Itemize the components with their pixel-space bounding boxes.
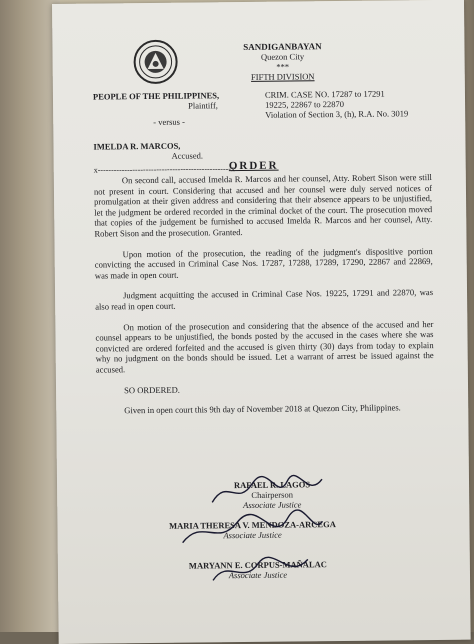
accused-name: IMELDA R. MARCOS, bbox=[93, 140, 181, 152]
signatory-name: RAFAEL R. LAGOS bbox=[233, 479, 311, 491]
order-body bbox=[94, 172, 435, 426]
court-header bbox=[227, 41, 337, 82]
case-number-extra: 19225, 22867 to 22870 bbox=[265, 98, 344, 110]
plaintiff-name: PEOPLE OF THE PHILIPPINES, bbox=[92, 90, 220, 102]
court-stars: *** bbox=[276, 61, 290, 72]
paragraph: On second call, accused Imelda R. Marcos and her counsel, Atty. Robert Sison were still not present in court. Considering that accused and her counsel were duly served notices of promulgation at their given address and considering that their absence appears to be unjustified, let the judgment be ordered recorded in the criminal docket of the court. The prosecution moved that copies of the judgement be furnished to accused Imelda R. Marcos and her counsel, Atty. Robert Sison and the prosecution. Granted. bbox=[93, 172, 433, 239]
signature-scribble-icon bbox=[177, 506, 327, 553]
court-seal-icon bbox=[132, 39, 178, 85]
versus-label: - versus - bbox=[153, 116, 185, 127]
paragraph: Judgment acquitting the accused in Criminal Case Nos. 19225, 17291 and 22870, was also read in open court. bbox=[95, 287, 434, 312]
so-ordered: SO ORDERED. bbox=[123, 384, 180, 395]
court-division: FIFTH DIVISION bbox=[250, 71, 315, 82]
given-in-open-court: Given in open court this 9th day of November 2018 at Quezon City, Philippines. bbox=[124, 402, 401, 416]
order-title: ORDER bbox=[228, 159, 279, 173]
case-violation: Violation of Section 3, (h), R.A. No. 3019 bbox=[265, 108, 409, 120]
case-number: CRIM. CASE NO. 17287 to 17291 bbox=[264, 88, 385, 100]
accused-role: Accused. bbox=[171, 150, 204, 161]
signature-scribble-icon bbox=[208, 549, 318, 590]
plaintiff-role: Plaintiff, bbox=[188, 100, 218, 111]
document-page bbox=[52, 0, 471, 644]
background-left-folder bbox=[0, 0, 60, 632]
signatory-title: Associate Justice bbox=[223, 529, 282, 541]
court-name: SANDIGANBAYAN bbox=[243, 41, 322, 52]
signatory-title: Associate Justice bbox=[228, 569, 288, 581]
signatory-title: Chairperson bbox=[251, 489, 293, 500]
case-caption-numbers bbox=[265, 88, 425, 120]
caption-divider: x--------------------------------------------------x bbox=[93, 164, 235, 175]
court-city: Quezon City bbox=[260, 51, 305, 62]
signatory-title: Associate Justice bbox=[243, 499, 302, 511]
signatory-name: MARIA THERESA V. MENDOZA-ARCEGA bbox=[169, 519, 336, 531]
signatory-name: MARYANN E. CORPUS-MAÑALAC bbox=[188, 559, 327, 571]
paragraph: On motion of the prosecution and considering that the absence of the accused and her counsel appears to be unjustified, the bonds posted by the accused in the cases where she was convicted are ordered forfeited and the accused is given thirty (30) days from today to explain why no judgment on the bonds should be issued. Let a warrant of arrest be issued against the accused. bbox=[95, 318, 434, 375]
paragraph: Upon motion of the prosecution, the reading of the judgment's dispositive portion convicting the accused in Criminal Case Nos. 17287, 17288, 17289, 17290, 22867 and 22869, was made in open court. bbox=[94, 245, 433, 281]
